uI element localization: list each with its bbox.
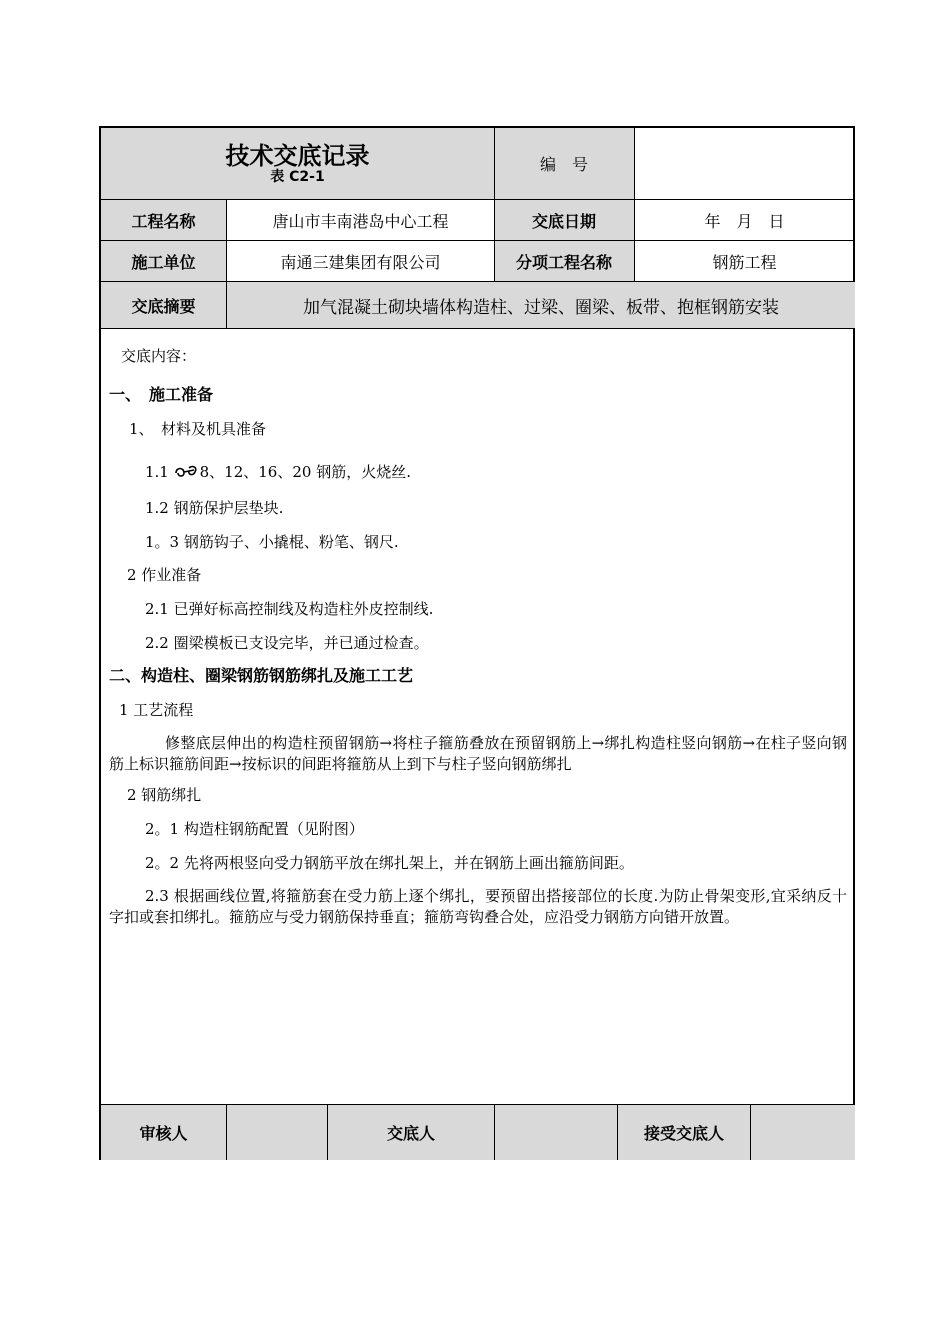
section-1-title: 一、 施工准备 xyxy=(109,385,214,404)
disclosure-form xyxy=(99,126,855,1160)
section-2-1: 1 工艺流程 xyxy=(119,701,194,719)
divider xyxy=(494,128,495,281)
number-label: 编 号 xyxy=(494,128,634,199)
section-1-2-1: 2.1 已弹好标高控制线及构造柱外皮控制线. xyxy=(145,600,434,618)
project-name-value: 唐山市丰南港岛中心工程 xyxy=(272,211,449,231)
content-area xyxy=(101,329,855,1104)
section-1-2-2: 2.2 圈梁模板已支设完毕，并已通过检查。 xyxy=(145,634,429,652)
form-title: 技术交底记录 xyxy=(225,141,370,170)
divider xyxy=(101,240,855,241)
contractor-value: 南通三建集团有限公司 xyxy=(280,252,441,272)
section-2-title: 二、构造柱、圈梁钢筋钢筋绑扎及施工工艺 xyxy=(109,666,414,685)
receiver-label: 接受交底人 xyxy=(618,1105,750,1160)
section-1-1-2: 1.2 钢筋保护层垫块. xyxy=(145,499,284,517)
process-flow-text: 修整底层伸出的构造柱预留钢筋→将柱子箍筋叠放在预留钢筋上→绑扎构造柱竖向钢筋→在柱子竖向钢筋上标识箍筋间距→按标识的间距将箍筋从上到下与柱子竖向钢筋绑扎 xyxy=(109,734,847,773)
item-text: 8、12、16、20 钢筋，火烧丝. xyxy=(199,463,411,481)
section-2-2-3: 2.3 根据画线位置,将箍筋套在受力筋上逐个绑扎，要预留出搭接部位的长度.为防止骨架变形,宜采纳反十字扣或套扣绑扎。箍筋应与受力钢筋保持垂直；箍筋弯钩叠合处，应沿受力钢筋方向错开放置。 xyxy=(109,887,847,926)
project-name-label: 工程名称 xyxy=(101,200,226,240)
divider xyxy=(750,1104,751,1160)
summary-value: 加气混凝土砌块墙体构造柱、过梁、圈梁、板带、抱框钢筋安装 xyxy=(227,282,855,328)
discloser-value xyxy=(495,1105,617,1160)
item-number: 1.1 xyxy=(145,463,174,481)
reviewer-label: 审核人 xyxy=(101,1105,226,1160)
divider xyxy=(494,1104,495,1160)
date-label: 交底日期 xyxy=(494,200,634,240)
divider xyxy=(226,1104,227,1160)
number-value xyxy=(634,128,855,199)
discloser-label: 交底人 xyxy=(328,1105,494,1160)
date-value: 年 月 日 xyxy=(704,211,785,231)
content-intro: 交底内容： xyxy=(121,347,197,365)
subproject-label: 分项工程名称 xyxy=(494,241,634,281)
section-2-2-1: 2。1 构造柱钢筋配置（见附图） xyxy=(145,820,364,838)
section-1-2: 2 作业准备 xyxy=(127,566,202,584)
divider xyxy=(617,1104,618,1160)
section-1-1: 1、 材料及机具准备 xyxy=(129,420,267,438)
rebar-diameter-icon xyxy=(174,463,200,481)
form-code: 表 C2-1 xyxy=(270,168,325,185)
form-title-cell xyxy=(101,128,494,199)
section-1-1-3: 1。3 钢筋钩子、小撬棍、粉笔、钢尺. xyxy=(145,533,399,551)
section-2-2: 2 钢筋绑扎 xyxy=(127,786,202,804)
section-1-1-1 xyxy=(145,462,901,482)
subproject-value: 钢筋工程 xyxy=(712,252,777,272)
divider xyxy=(101,199,855,200)
divider xyxy=(634,128,635,281)
receiver-value xyxy=(751,1105,855,1160)
summary-label: 交底摘要 xyxy=(101,282,226,328)
divider xyxy=(101,281,855,282)
contractor-label: 施工单位 xyxy=(101,241,226,281)
divider xyxy=(327,1104,328,1160)
section-2-2-2: 2。2 先将两根竖向受力钢筋平放在绑扎架上，并在钢筋上画出箍筋间距。 xyxy=(145,854,634,872)
divider xyxy=(226,199,227,328)
reviewer-value xyxy=(227,1105,327,1160)
